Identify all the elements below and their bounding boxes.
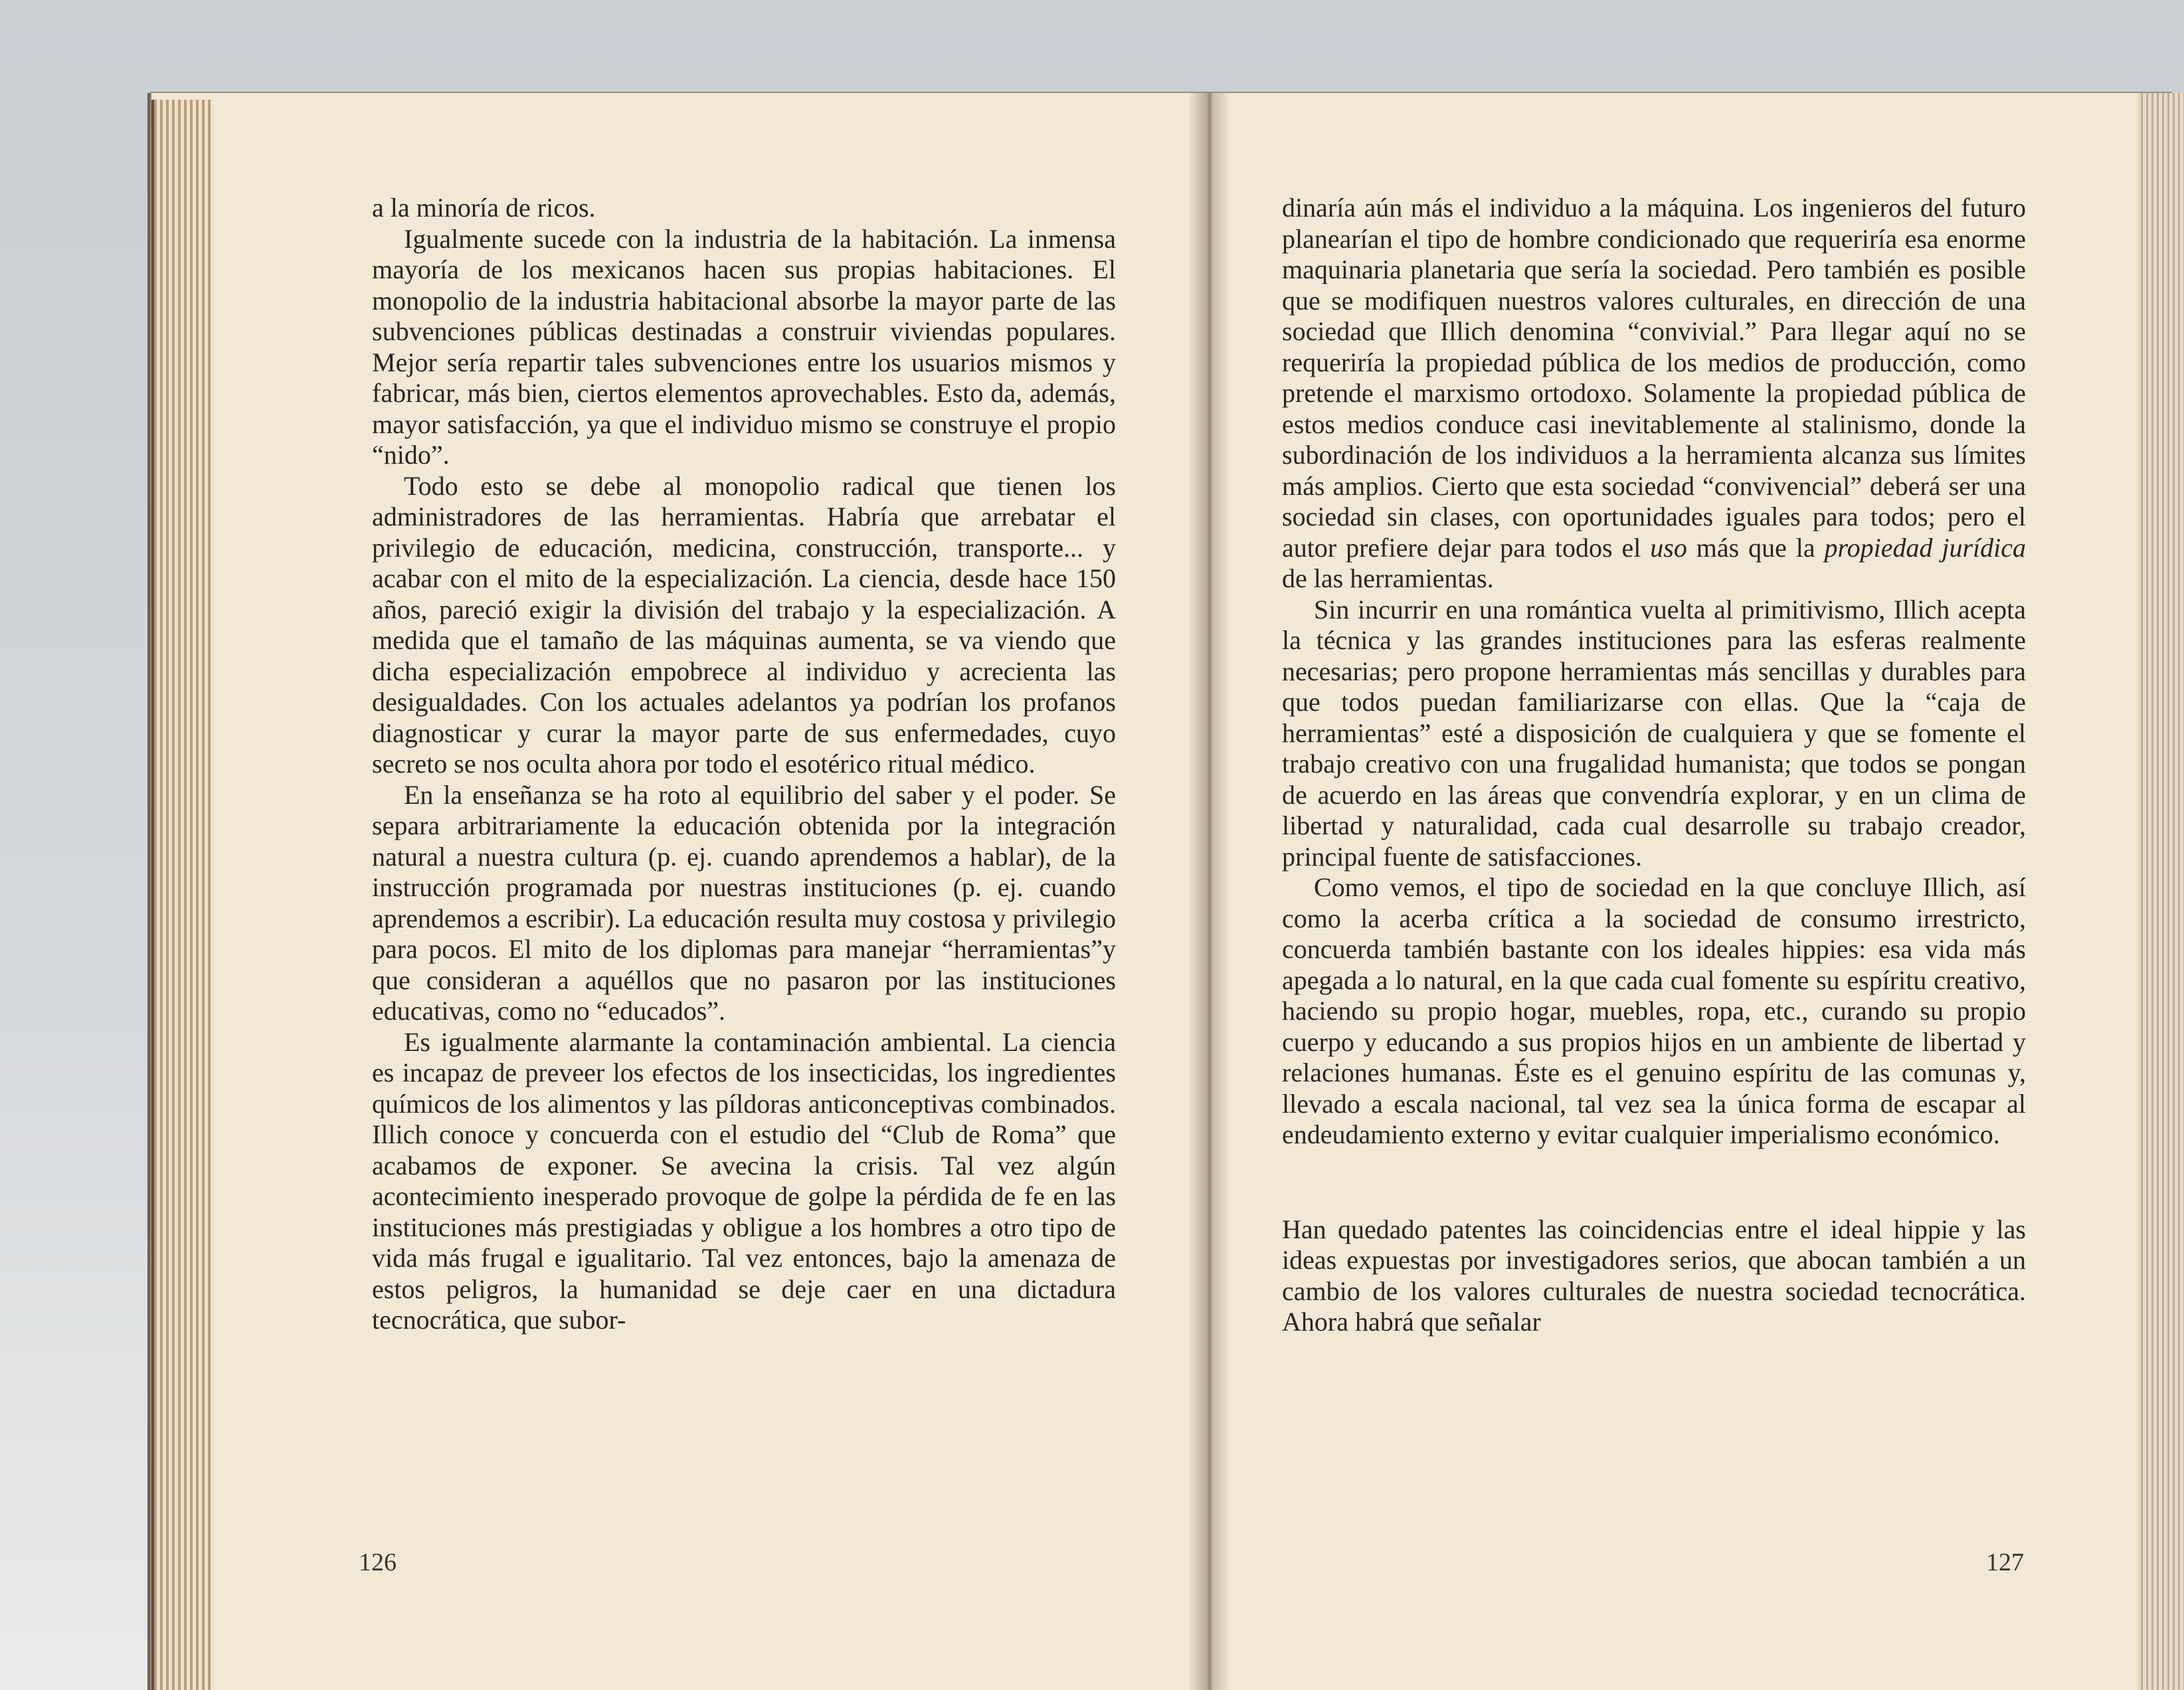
- paragraph: Todo esto se debe al monopolio radical que tienen los administradores de las herramientas. Habría que arrebatar el privilegio de educación, medicina, construcción, transporte... y acabar con el mito de la especialización. La ciencia, desde hace 150 años, pareció exigir la división del trabajo y la especialización. A medida que el tamaño de las máquinas aumenta, se va viendo que dicha especialización empobrece al individuo y acrecienta las desigualdades. Con los actuales adelantos ya podrían los profanos diagnosticar y curar la mayor parte de sus enfermedades, cuyo secreto se nos oculta ahora por todo el esotérico ritual médico.: [372, 470, 1116, 779]
- right-page: [1282, 193, 2026, 1338]
- paragraph-text: de las herramientas.: [1282, 563, 1494, 593]
- paragraph: Es igualmente alarmante la contaminación ambiental. La ciencia es incapaz de preveer los efectos de los insecticidas, los ingredientes químicos de los alimentos y las píldoras anticonceptivas combinados. Illich conoce y concuerda con el estudio del “Club de Roma” que acabamos de exponer. Se avecina la crisis. Tal vez algún acontecimiento inesperado provoque de golpe la pérdida de fe en las instituciones más prestigiadas y obligue a los hombres a otro tipo de vida más frugal e igualitario. Tal vez entonces, bajo la amenaza de estos peligros, la humanidad se deje caer en una dictadura tecnocrática, que subor-: [372, 1026, 1116, 1335]
- section-paragraph: Han quedado patentes las coincidencias entre el ideal hippie y las ideas expuestas por investigadores serios, que abocan también a un cambio de los valores culturales de nuestra sociedad tecnocrática. Ahora habrá que señalar: [1282, 1214, 2026, 1337]
- paragraph-text: dinaría aún más el individuo a la máquina. Los ingenieros del futuro planearían el tipo de hombre condicionado que requeriría esa enorme maquinaria planetaria que sería la sociedad. Pero también es posible que se modifiquen nuestros valores culturales, en dirección de una sociedad que Illich denomina “convivial.” Para llegar aquí no se requeriría la propiedad pública de los medios de producción, como pretende el marxismo ortodoxo. Solamente la propiedad pública de estos medios conduce casi inevitablemente al stalinismo, donde la subordinación de los individuos a la herramienta alcanza sus límites más amplios. Cierto que esta sociedad “convivencial” deberá ser una sociedad sin clases, con oportunidades iguales para todos; pero el autor prefiere dejar para todos el: [1282, 193, 2026, 563]
- paragraph: Igualmente sucede con la industria de la habitación. La inmensa mayoría de los mexicanos hacen sus propias habitaciones. El monopolio de la industria habitacional absorbe la mayor parte de las subvenciones públicas destinadas a construir viviendas populares. Mejor sería repartir tales subvenciones entre los usuarios mismos y fabricar, más bien, ciertos elementos aprovechables. Esto da, además, mayor satisfacción, ya que el individuo mismo se construye el propio “nido”.: [372, 223, 1116, 470]
- paragraph: [1282, 193, 2026, 595]
- book-gutter: [1189, 93, 1229, 1690]
- paragraph: a la minoría de ricos.: [372, 193, 596, 223]
- book-right-edge: [2138, 93, 2184, 1690]
- paragraph: Sin incurrir en una romántica vuelta al primitivismo, Illich acepta la técnica y las grandes instituciones para las esferas realmente necesarias; pero propone herramientas más sencillas y durables para que todos puedan familiarizarse con ellas. Que la “caja de herramientas” esté a disposición de cualquiera y que se fomente el trabajo creativo con una frugalidad humanista; que todos se pongan de acuerdo en las áreas que convendría explorar, y en un clima de libertad y naturalidad, cada cual desarrolle su trabajo creador, principal fuente de satisfacciones.: [1282, 594, 2026, 872]
- italic-term: propiedad jurídica: [1824, 532, 2027, 563]
- paragraph: En la enseñanza se ha roto al equilibrio del saber y el poder. Se separa arbitrariamente la educación obtenida por la integración natural a nuestra cultura (p. ej. cuando aprendemos a hablar), de la instrucción programada por nuestras instituciones (p. ej. cuando aprendemos a escribir). La educación resulta muy costosa y privilegio para pocos. El mito de los diplomas para manejar “herramientas”y que consideran a aquéllos que no pasaron por las instituciones educativas, como no “educados”.: [372, 779, 1116, 1026]
- page-number-left: 126: [359, 1549, 397, 1576]
- paragraph: Como vemos, el tipo de sociedad en la que concluye Illich, así como la acerba crítica a la sociedad de consumo irrestricto, concuerda también bastante con los ideales hippies: esa vida más apegada a lo natural, en la que cada cual fomente su espíritu creativo, haciendo su propio hogar, muebles, ropa, etc., curando su propio cuerpo y educando a sus propios hijos en un ambiente de libertad y relaciones humanas. Éste es el genuino espíritu de las comunas y, llevado a escala nacional, tal vez sea la única forma de escapar al endeudamiento externo y evitar cualquier imperialismo económico.: [1282, 872, 2026, 1149]
- book-page-edges: [151, 100, 214, 1690]
- left-page: [372, 193, 1116, 1336]
- page-number-right: 127: [1986, 1549, 2024, 1576]
- italic-term: uso: [1650, 532, 1687, 563]
- paragraph-text: más que la: [1696, 532, 1815, 563]
